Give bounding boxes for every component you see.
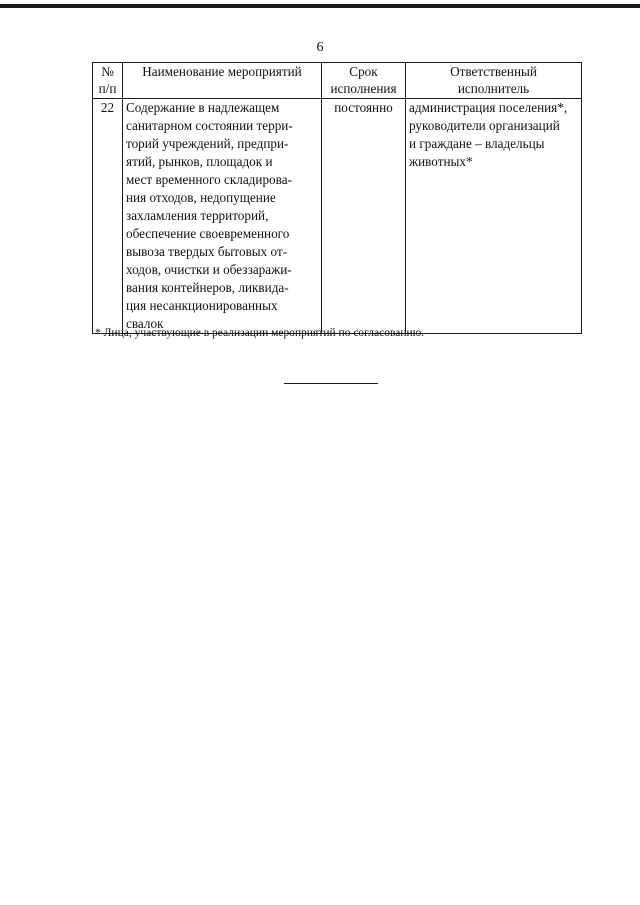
event-name-line: ния отходов, недопущение — [126, 190, 276, 205]
header-number — [93, 63, 123, 99]
event-name-line: захламления территорий, — [126, 208, 269, 223]
header-deadline-line: Срок — [349, 64, 378, 79]
event-name-line: ятий, рынков, площадок и — [126, 154, 273, 169]
header-deadline-line: исполнения — [330, 80, 397, 96]
event-name-line: свалок — [126, 316, 164, 331]
events-table — [92, 62, 582, 334]
event-name-line: ция несанкционированных — [126, 298, 278, 313]
footnote: * Лица, участвующие в реализации мероприятий по согласованию. — [95, 327, 425, 339]
event-name-line: мест временного складирова- — [126, 172, 292, 187]
top-border-rule — [0, 4, 640, 8]
responsible-line: администрация поселения*, — [409, 100, 568, 115]
page-number: 6 — [316, 40, 324, 55]
header-number-line: п/п — [98, 80, 117, 96]
row-responsible — [406, 99, 582, 334]
header-event-name — [123, 63, 322, 99]
header-deadline — [322, 63, 406, 99]
table-header-row — [93, 63, 582, 99]
header-responsible — [406, 63, 582, 99]
event-name-line: вания контейнеров, ликвида- — [126, 280, 289, 295]
event-name-line: вывоза твердых бытовых от- — [126, 244, 288, 259]
header-event-name-line: Наименование мероприятий — [142, 64, 302, 79]
row-deadline: постоянно — [322, 99, 406, 334]
event-name-line: Содержание в надлежащем — [126, 100, 280, 115]
responsible-line: животных* — [409, 154, 473, 169]
table-row — [93, 99, 582, 334]
header-responsible-line: Ответственный — [450, 64, 537, 79]
header-responsible-line: исполнитель — [457, 80, 530, 96]
row-number: 22 — [93, 99, 123, 334]
header-number-line: № — [101, 64, 114, 79]
event-name-line: торий учреждений, предпри- — [126, 136, 289, 151]
end-of-document-rule — [284, 383, 378, 384]
event-name-line: санитарном состоянии терри- — [126, 118, 293, 133]
responsible-line: и граждане – владельцы — [409, 136, 545, 151]
event-name-line: ходов, очистки и обеззаражи- — [126, 262, 292, 277]
row-event-name — [123, 99, 322, 334]
responsible-line: руководители организаций — [409, 118, 560, 133]
event-name-line: обеспечение своевременного — [126, 226, 290, 241]
